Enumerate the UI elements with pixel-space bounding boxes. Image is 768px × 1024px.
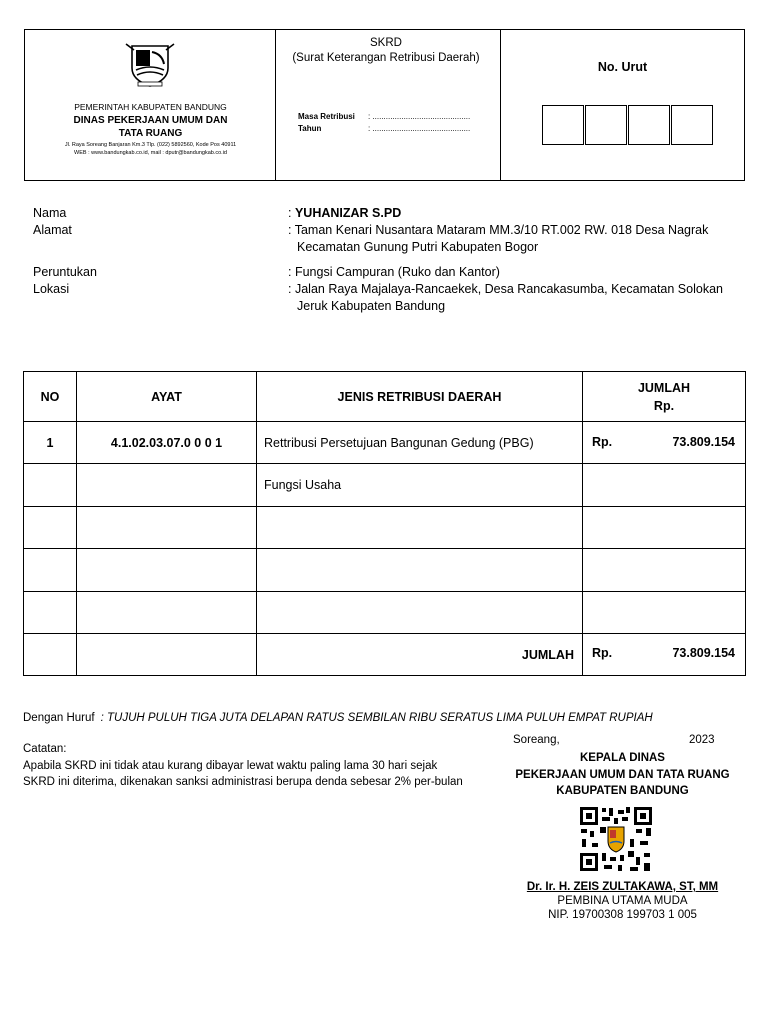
agency-block bbox=[25, 30, 276, 180]
table-header-row bbox=[24, 372, 746, 422]
total-amount: Rp. 73.809.154 bbox=[583, 634, 746, 676]
table-row bbox=[24, 507, 746, 549]
table-row bbox=[24, 464, 746, 507]
table-total-row bbox=[24, 634, 746, 676]
agency-name: DINAS PEKERJAAN UMUM DAN TATA RUANG bbox=[73, 115, 228, 139]
row-ayat: 4.1.02.03.07.0 0 0 1 bbox=[77, 422, 257, 464]
no-urut-boxes bbox=[542, 105, 714, 145]
qr-code-icon bbox=[578, 805, 654, 873]
taxpayer-info bbox=[33, 205, 753, 315]
notes-label: Catatan: bbox=[23, 743, 67, 755]
document-subtitle: (Surat Keterangan Retribusi Daerah) bbox=[292, 52, 480, 64]
signer-nip: NIP. 19700308 199703 1 005 bbox=[548, 909, 697, 921]
table-row bbox=[24, 592, 746, 634]
no-urut-box bbox=[671, 105, 713, 145]
retribution-table bbox=[23, 371, 746, 676]
table-row bbox=[24, 549, 746, 592]
masa-retribusi-row: Masa Retribusi : ............................................ bbox=[298, 112, 471, 121]
agency-web: WEB : www.bandungkab.co.id, mail : dputr@bandungkab.co.id bbox=[74, 150, 227, 156]
nama-value: YUHANIZAR S.PD bbox=[294, 206, 402, 220]
agency-contact bbox=[25, 141, 276, 157]
document-title: SKRD bbox=[370, 37, 402, 49]
table-row bbox=[24, 422, 746, 464]
peruntukan-value: Fungsi Campuran (Ruko dan Kantor) bbox=[294, 265, 500, 279]
signer-block bbox=[480, 880, 765, 922]
notes-text: Apabila SKRD ini tidak atau kurang dibayar lewat waktu paling lama 30 hari sejak SKRD ini diterima, dikenakan sanksi administrasi berupa denda sebesar 2% per-bulan bbox=[23, 759, 463, 788]
tahun-row: Tahun : ............................................ bbox=[298, 124, 471, 133]
amount-in-words: Dengan Huruf : TUJUH PULUH TIGA JUTA DELAPAN RATUS SEMBILAN RIBU SERATUS LIMA PULUH EMPAT RUPIAH bbox=[23, 712, 653, 724]
sign-place: Soreang, bbox=[513, 734, 560, 746]
document-header bbox=[24, 29, 745, 181]
row-no: 1 bbox=[24, 422, 77, 464]
amount-words-value: : TUJUH PULUH TIGA JUTA DELAPAN RATUS SEMBILAN RIBU SERATUS LIMA PULUH EMPAT RUPIAH bbox=[100, 712, 653, 724]
no-urut-box bbox=[585, 105, 627, 145]
sign-year: 2023 bbox=[689, 734, 715, 746]
no-urut-box bbox=[628, 105, 670, 145]
header-jenis: JENIS RETRIBUSI DAERAH bbox=[257, 372, 583, 422]
agency-address: Jl. Raya Soreang Banjaran Km.3 Tlp. (022) 5892560, Kode Pos 40911 bbox=[64, 142, 237, 148]
row-amount: Rp. 73.809.154 bbox=[583, 422, 746, 464]
alamat-value: Taman Kenari Nusantara Mataram MM.3/10 RT.002 RW. 018 Desa Nagrak Kecamatan Gunung Putri Kabupaten Bogor bbox=[294, 223, 709, 254]
nama-row: Nama : YUHANIZAR S.PD bbox=[33, 206, 402, 220]
peruntukan-row: Peruntukan : Fungsi Campuran (Ruko dan Kantor) bbox=[33, 265, 500, 279]
row-jenis: Rettribusi Persetujuan Bangunan Gedung (PBG) bbox=[257, 422, 583, 464]
header-jumlah: JUMLAH Rp. bbox=[583, 372, 746, 422]
header-no: NO bbox=[24, 372, 77, 422]
lokasi-row: Lokasi : Jalan Raya Majalaya-Rancaekek, Desa Rancakasumba, Kecamatan Solokan Jeruk Kabupaten Bandung bbox=[33, 282, 723, 313]
lokasi-value: Jalan Raya Majalaya-Rancaekek, Desa Rancakasumba, Kecamatan Solokan Jeruk Kabupaten Bandung bbox=[294, 282, 723, 313]
skrd-title-block bbox=[276, 30, 501, 180]
header-ayat: AYAT bbox=[77, 372, 257, 422]
total-label: JUMLAH bbox=[257, 634, 583, 676]
alamat-row: Alamat : Taman Kenari Nusantara Mataram MM.3/10 RT.002 RW. 018 Desa Nagrak Kecamatan Gunung Putri Kabupaten Bogor bbox=[33, 223, 709, 254]
government-name: PEMERINTAH KABUPATEN BANDUNG bbox=[74, 102, 227, 112]
notes bbox=[23, 741, 468, 791]
no-urut-block bbox=[501, 30, 744, 180]
no-urut-label: No. Urut bbox=[597, 60, 648, 74]
signer-rank: PEMBINA UTAMA MUDA bbox=[557, 895, 688, 907]
no-urut-box bbox=[542, 105, 584, 145]
row-jenis: Fungsi Usaha bbox=[257, 464, 583, 507]
kabupaten-bandung-emblem-icon bbox=[124, 40, 176, 88]
period-fields bbox=[298, 111, 470, 135]
signer-title: KEPALA DINAS PEKERJAAN UMUM DAN TATA RUANG KABUPATEN BANDUNG bbox=[515, 752, 730, 797]
signer-name: Dr. Ir. H. ZEIS ZULTAKAWA, ST, MM bbox=[526, 881, 719, 893]
